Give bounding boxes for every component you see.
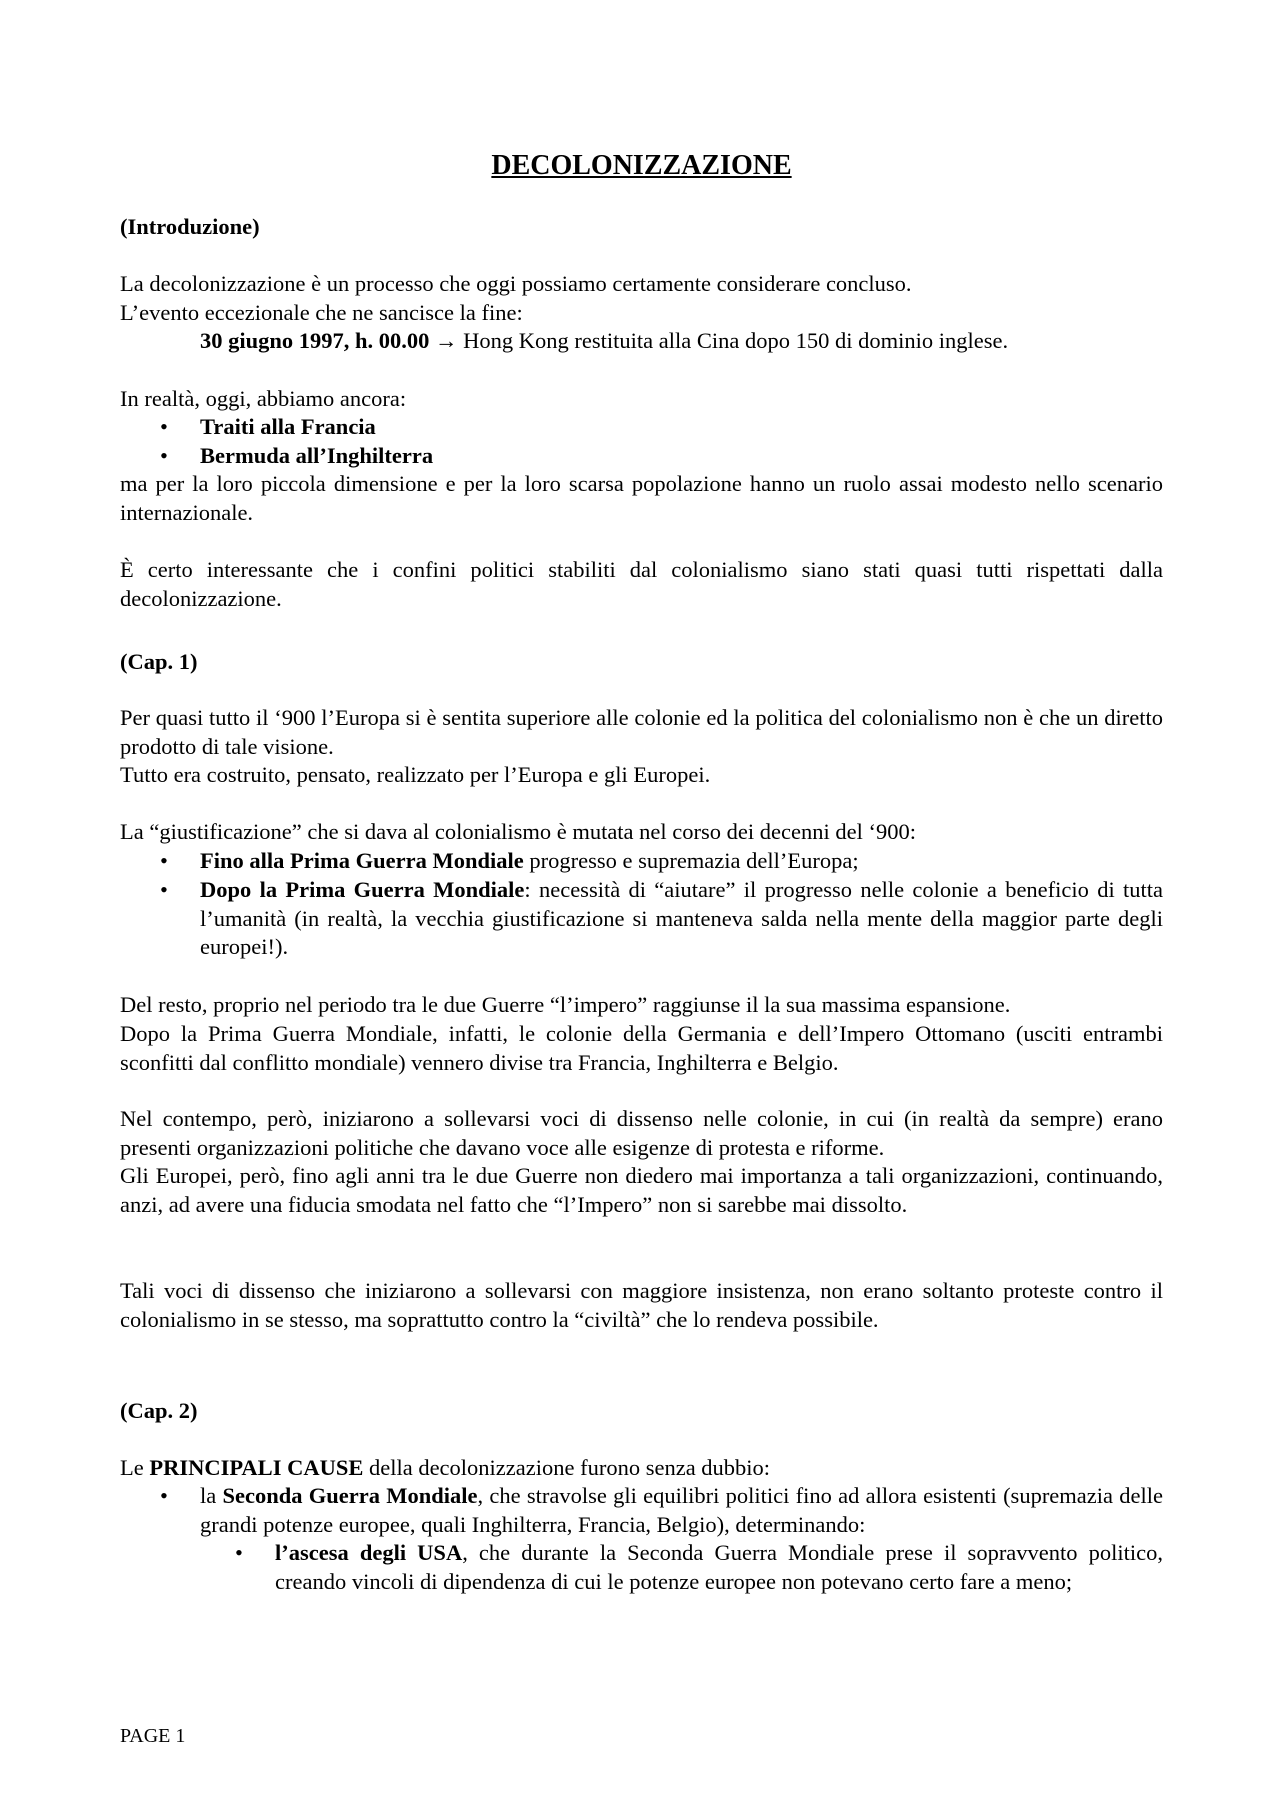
event-date: 30 giugno 1997, h. 00.00 <box>200 328 430 353</box>
bullet-icon: • <box>160 848 168 873</box>
bullet-text: progresso e supremazia dell’Europa; <box>523 848 859 873</box>
cap1-para3a: Del resto, proprio nel periodo tra le due Guerre “l’impero” raggiunse il la sua massima espansione. <box>120 992 1011 1017</box>
intro-event <box>200 327 1163 356</box>
bullet-text: : necessità di “aiutare” il progresso nelle colonie a beneficio di tutta l’umanità (in realtà, la vecchia giustificazione si manteneva salda nella mente della maggior parte degli europei!). <box>200 877 1163 959</box>
bullet-icon: • <box>160 1483 168 1508</box>
bullet-icon: • <box>160 414 168 439</box>
cap1-para1: Per quasi tutto il ‘900 l’Europa si è sentita superiore alle colonie ed la politica del colonialismo non è che un diretto prodotto di tale visione. <box>120 705 1163 759</box>
bullet-icon: • <box>160 443 168 468</box>
cap2-subbullet-1 <box>275 1539 1163 1596</box>
intro-para2-tail: ma per la loro piccola dimensione e per la loro scarsa popolazione hanno un ruolo assai modesto nello scenario internazionale. <box>120 471 1163 525</box>
intro-para2-lead: In realtà, oggi, abbiamo ancora: <box>120 386 407 411</box>
bullet-icon: • <box>235 1540 243 1565</box>
cap1-bullet-2 <box>200 876 1163 962</box>
cap1-para5: Tali voci di dissenso che iniziarono a sollevarsi con maggiore insistenza, non erano soltanto proteste contro il colonialismo in se stesso, ma soprattutto contro la “civiltà” che lo rendeva possibile. <box>120 1278 1163 1332</box>
bullet-text: , che stravolse gli equilibri politici fino ad allora esistenti (supremazia delle grandi potenze europee, quali Inghilterra, Francia, Belgio), determinando: <box>200 1483 1163 1537</box>
bullet-icon: • <box>160 877 168 902</box>
page-footer: PAGE 1 <box>120 1725 186 1747</box>
bullet-text: , che durante la Seconda Guerra Mondiale prese il sopravvento politico, creando vincoli di dipendenza di cui le potenze europee non potevano certo fare a meno; <box>275 1540 1163 1594</box>
bullet-bold-text: Fino alla Prima Guerra Mondiale <box>200 848 524 873</box>
bullet-text: la <box>200 1483 223 1508</box>
bullet-bold-text: Dopo la Prima Guerra Mondiale <box>200 877 525 902</box>
cap2-heading: (Cap. 2) <box>120 1398 198 1423</box>
bullet-bold-text: l’ascesa degli USA <box>275 1540 463 1565</box>
cap2-lead <box>120 1454 1163 1483</box>
intro-line-2: L’evento eccezionale che ne sancisce la fine: <box>120 300 523 325</box>
intro-para3: È certo interessante che i confini politici stabiliti dal colonialismo siano stati quasi tutti rispettati dalla decolonizzazione. <box>120 557 1163 611</box>
lead-text: Le <box>120 1455 150 1480</box>
intro-line-1: La decolonizzazione è un processo che oggi possiamo certamente considerare concluso. <box>120 271 912 296</box>
lead-text: della decolonizzazione furono senza dubbio: <box>363 1455 771 1480</box>
cap1-para1b: Tutto era costruito, pensato, realizzato per l’Europa e gli Europei. <box>120 762 711 787</box>
bullet-bold-text: Seconda Guerra Mondiale <box>222 1483 478 1508</box>
cap1-bullet-1 <box>200 847 1163 876</box>
document-title: DECOLONIZZAZIONE <box>491 150 792 181</box>
cap1-heading: (Cap. 1) <box>120 649 198 674</box>
bullet-item: Bermuda all’Inghilterra <box>200 443 434 468</box>
cap1-para4b: Gli Europei, però, fino agli anni tra le due Guerre non diedero mai importanza a tali organizzazioni, continuando, anzi, ad avere una fiducia smodata nel fatto che “l’Impero” non si sarebbe mai dissolto. <box>120 1163 1163 1217</box>
intro-heading: (Introduzione) <box>120 214 260 239</box>
bullet-item: Traiti alla Francia <box>200 414 376 439</box>
event-text: → Hong Kong restituita alla Cina dopo 150 di dominio inglese. <box>429 328 1009 353</box>
cap1-para3b: Dopo la Prima Guerra Mondiale, infatti, le colonie della Germania e dell’Impero Ottomano (usciti entrambi sconfitti dal conflitto mondiale) vennero divise tra Francia, Inghilterra e Belgio. <box>120 1021 1163 1075</box>
lead-bold-text: PRINCIPALI CAUSE <box>149 1455 364 1480</box>
cap1-para4a: Nel contempo, però, iniziarono a sollevarsi voci di dissenso nelle colonie, in cui (in realtà da sempre) erano presenti organizzazioni politiche che davano voce alle esigenze di protesta e riforme. <box>120 1106 1163 1160</box>
cap1-para2-lead: La “giustificazione” che si dava al colonialismo è mutata nel corso dei decenni del ‘900: <box>120 819 916 844</box>
cap2-bullet-1 <box>200 1482 1163 1539</box>
